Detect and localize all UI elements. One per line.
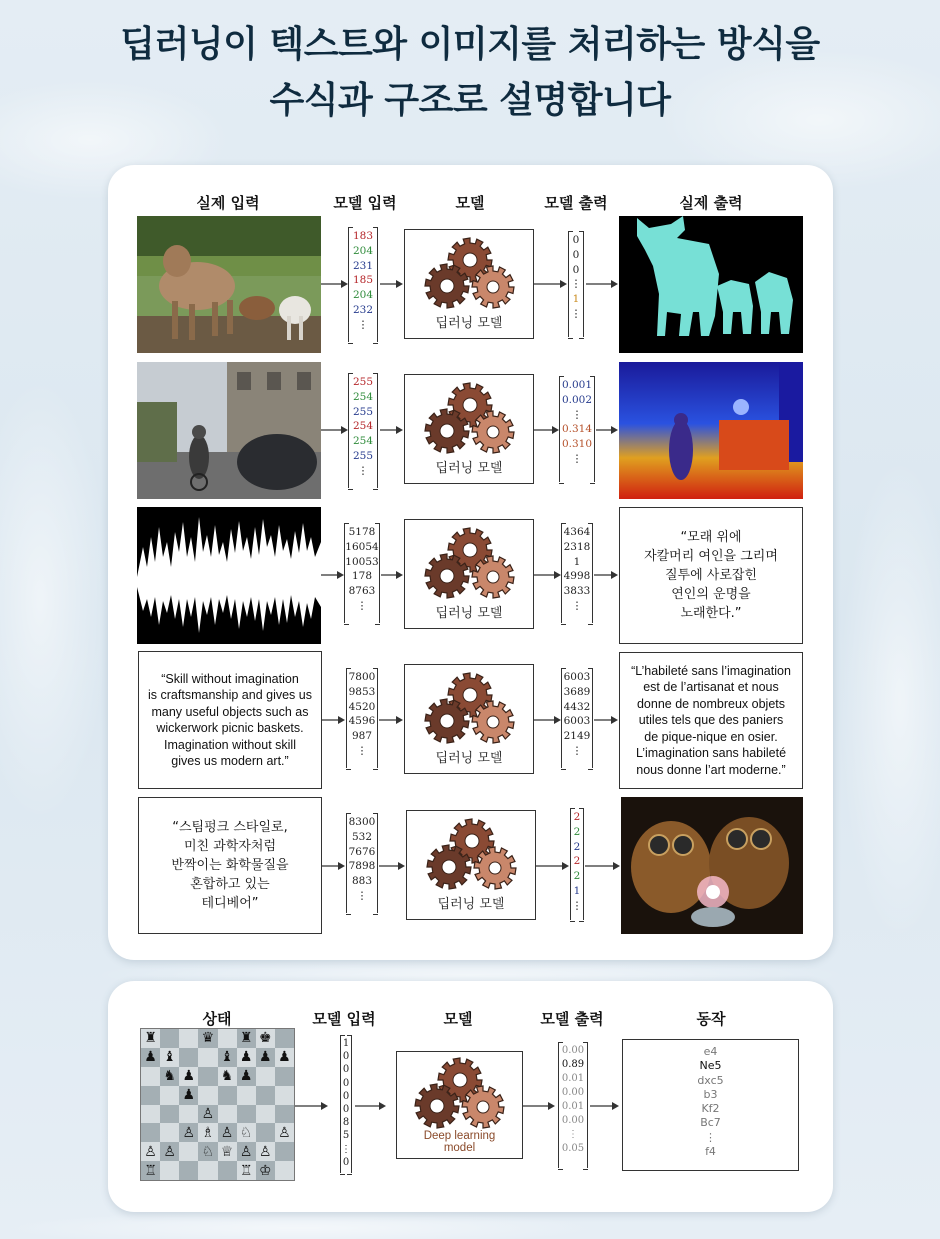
chess-square: ♙ [198,1105,217,1124]
arrow-input-to-vector-4 [322,715,346,725]
chess-square: ♟ [275,1048,294,1067]
chess-square [218,1105,237,1124]
text-line: est de l’artisanat et nous [643,680,779,695]
vector-value: 178 [351,570,373,583]
chess-square [275,1029,294,1048]
korean-prompt-input [138,797,322,934]
header-actual-output: 실제 출력 [679,194,743,212]
arrow-model-to-output-1 [534,279,568,289]
vector-value: 0.001 [561,379,593,391]
english-quote-input [138,651,322,789]
chess-square: ♝ [160,1048,179,1067]
vector-value: 254 [352,390,374,403]
vector-value: 0.01 [561,1101,585,1112]
vector-value: ⋮ [341,1143,351,1155]
vector-value: 0 [342,1156,350,1168]
vector-value: 204 [352,289,374,302]
vector-value: 4364 [563,526,591,538]
text-line: 반짝이는 화학물질을 [171,858,289,873]
vector-value: 10053 [345,555,379,568]
vector-value: 204 [352,244,374,257]
arrow-output-to-result-1 [586,279,619,289]
chess-square [141,1123,160,1142]
model-box-1 [404,229,534,339]
chess-square [198,1161,217,1180]
vector-value: 3689 [563,685,591,698]
chess-action: dxc5 [697,1073,724,1087]
chess-action: Ne5 [699,1059,722,1073]
chess-square [256,1123,275,1142]
title-line-2: 수식과 구조로 설명합니다 [269,80,671,121]
vector-value: 9853 [348,685,376,698]
vector-value: 0 [572,234,580,246]
chess-square: ♖ [237,1161,256,1180]
chess-square [198,1086,217,1105]
arrow-vector-to-model-5 [379,861,406,871]
arrow-board-to-vector [295,1101,329,1111]
chess-square: ♜ [237,1029,256,1048]
gear-hole [489,862,501,874]
chess-action: f4 [705,1145,716,1159]
vector-value: ⋮ [570,278,582,291]
chess-square: ♜ [141,1029,160,1048]
vector-value: 2 [573,870,581,883]
chess-square [141,1105,160,1124]
vector-value: ⋮ [357,318,369,331]
text-line: 연인의 운명을 [671,587,751,602]
chess-square: ♙ [218,1123,237,1142]
chess-square [198,1067,217,1086]
model-box-5 [406,810,536,920]
chess-actions-list [622,1039,799,1171]
chess-square: ♟ [179,1086,198,1105]
text-line: 질투에 사로잡힌 [664,568,758,583]
vector-value: 6003 [563,715,591,728]
arrow-model-to-output-5 [536,861,570,871]
chess-square: ♕ [218,1142,237,1161]
text-line: utiles tels que des paniers [638,713,784,728]
chess-square [275,1161,294,1180]
vector-value: 0.05 [561,1143,585,1154]
vector-value: 0.002 [561,393,593,406]
vector-value: ⋮ [571,599,583,612]
model-output-vector-1 [568,231,584,337]
chess-model-label [397,1130,522,1154]
text-line: “스팀펑크 스타일로, [172,820,288,835]
vector-value: 4520 [348,700,376,713]
gear-hole [477,1101,489,1113]
chess-square [179,1029,198,1048]
text-line: wickerwork picnic baskets. [156,721,304,735]
vector-value: 5 [342,1130,350,1142]
text-line: 테디베어” [201,896,259,911]
vector-value: ⋮ [356,744,368,757]
text-line: is craftsmanship and gives us [148,688,312,702]
arrow-model-to-output-4 [534,715,562,725]
arrow-chess-model-to-output [523,1101,556,1111]
korean-lyric-text [644,528,778,623]
vector-value: 8300 [348,816,376,828]
vector-value: 2 [573,825,581,838]
header-model-output-2: 모델 출력 [540,1010,604,1028]
header-model-input: 모델 입력 [333,194,397,212]
text-line: 혼합하고 있는 [190,877,270,892]
chess-square [141,1067,160,1086]
gear-hole [463,253,477,267]
model-output-vector-2 [559,376,595,482]
model-label: 딥러닝 모델 [437,897,505,912]
arrow-vector-to-model-4 [379,715,404,725]
vector-value: 0 [342,1090,350,1102]
vector-value: 883 [351,875,373,888]
chess-square: ♙ [179,1123,198,1142]
chess-square [256,1086,275,1105]
vector-value: 0 [342,1064,350,1076]
gear-hole [440,569,454,583]
text-line: 미친 과학자처럼 [183,839,277,854]
chess-square [275,1105,294,1124]
chess-square [160,1123,179,1142]
depth-map-output [619,362,803,499]
text-line: L’imagination sans habileté [635,746,787,761]
gear-hole [440,424,454,438]
chess-square: ♟ [256,1048,275,1067]
chess-square: ♛ [198,1029,217,1048]
chess-square: ♔ [256,1161,275,1180]
vector-value: ⋮ [571,744,583,757]
header-state: 상태 [202,1010,232,1028]
arrow-model-to-output-3 [534,570,562,580]
chess-square [275,1142,294,1161]
gears-icon [420,669,520,749]
gear-hole [440,279,454,293]
chess-square [141,1086,160,1105]
segmentation-mask-output [619,216,803,353]
vector-value: 16054 [345,540,379,553]
header-actual-input: 실제 입력 [196,194,260,212]
model-input-vector-2 [348,373,378,488]
arrow-output-to-actions [590,1101,620,1111]
vector-value: 3833 [563,585,591,598]
text-line: Imagination without skill [163,737,296,752]
arrow-vector-to-model-2 [380,425,404,435]
vector-value: 2 [573,840,581,853]
vector-value: 1 [573,555,581,568]
vector-value: 0 [342,1051,350,1063]
vector-value: 987 [351,730,373,743]
arrow-output-to-result-4 [594,715,619,725]
vector-value: ⋮ [568,1129,578,1140]
model-label: 딥러닝 모델 [435,316,503,331]
model-label: 딥러닝 모델 [435,606,503,621]
vector-value: 255 [352,405,374,418]
chess-square [218,1161,237,1180]
gears-icon [410,1054,510,1134]
cows-photo [137,216,321,353]
chess-square [179,1105,198,1124]
vector-value: 0.314 [561,423,593,436]
korean-lyric-output [619,507,803,644]
text-line: donne de nombreux objets [636,696,785,711]
model-box-2 [404,374,534,484]
vector-value: 532 [351,830,373,843]
chess-square: ♟ [237,1048,256,1067]
chess-action: b3 [703,1087,718,1101]
gears-icon [420,524,520,604]
vector-value: 254 [352,435,374,448]
french-translation-output [619,652,803,789]
chess-square [160,1086,179,1105]
chess-square [237,1086,256,1105]
arrow-input-to-vector-3 [321,570,345,580]
vector-value: 4596 [348,715,376,728]
arrow-vector-to-model-3 [381,570,404,580]
gears-icon [420,379,520,459]
arrow-vector-to-chess-model [355,1101,387,1111]
model-input-vector-1 [348,227,378,342]
chess-square: ♙ [160,1142,179,1161]
gear-hole [487,281,499,293]
street-cyclist-photo [137,362,321,499]
vector-value: ⋮ [571,899,583,912]
gear-hole [463,398,477,412]
vector-value: 7898 [348,860,376,873]
chess-board [140,1028,295,1181]
vector-value: 0 [572,263,580,276]
chess-square [256,1105,275,1124]
header-model-output: 모델 출력 [544,194,608,212]
vector-value: 8 [342,1117,350,1129]
vector-value: 0.01 [561,1073,585,1084]
chess-model-label-line2: model [443,1142,476,1154]
text-line: 자칼머리 여인을 그리며 [644,549,778,564]
chess-square [179,1048,198,1067]
vector-value: 8763 [348,585,376,598]
text-line: de pique-nique en osier. [644,729,778,744]
chess-action: ⋮ [705,1130,716,1144]
model-output-vector-4 [561,668,593,768]
text-line: 노래한다.” [680,606,742,621]
vector-value: 2318 [563,540,591,553]
arrow-model-to-output-2 [534,425,560,435]
chess-square [218,1086,237,1105]
vector-value: 4432 [563,700,591,713]
chess-square: ♙ [237,1142,256,1161]
gear-hole [487,571,499,583]
chess-model-input-vector [340,1035,352,1173]
gear-hole [465,834,479,848]
vector-value: 183 [352,230,374,242]
korean-prompt-text [171,818,288,913]
steampunk-teddy-output [621,797,803,934]
vector-value: 231 [352,259,374,272]
chess-square: ♘ [237,1123,256,1142]
model-box-3 [404,519,534,629]
model-input-vector-3 [344,523,380,623]
chess-square: ♙ [256,1142,275,1161]
vector-value: ⋮ [570,307,582,320]
text-line: “Skill without imagination [161,671,299,686]
text-line: many useful objects such as [151,704,309,719]
vector-value: 1 [342,1038,350,1049]
vector-value: ⋮ [356,599,368,612]
chess-square: ♖ [141,1161,160,1180]
model-label: 딥러닝 모델 [435,751,503,766]
arrow-input-to-vector-1 [321,279,349,289]
arrow-output-to-result-2 [596,425,619,435]
vector-value: 255 [352,376,374,388]
chess-square: ♙ [141,1142,160,1161]
model-input-vector-5 [346,813,378,913]
chess-action: Kf2 [701,1102,720,1116]
chess-square: ♟ [237,1067,256,1086]
chess-square [218,1029,237,1048]
vector-value: 0.00 [561,1087,585,1098]
chess-square: ♚ [256,1029,275,1048]
chess-square [256,1067,275,1086]
model-output-vector-3 [561,523,593,623]
vector-value: 0.00 [561,1045,585,1056]
vector-value: 185 [352,274,374,287]
vector-value: 255 [352,449,374,462]
english-quote-text [148,671,312,770]
title-line-1: 딥러닝이 텍스트와 이미지를 처리하는 방식을 [120,24,820,65]
vector-value: 0.00 [561,1115,585,1126]
chess-square: ♗ [198,1123,217,1142]
gear-hole [487,426,499,438]
vector-value: 7676 [348,845,376,858]
gear-hole [487,716,499,728]
gear-hole [440,714,454,728]
header-model: 모델 [455,194,485,212]
vector-value: ⋮ [356,889,368,902]
chess-square [160,1029,179,1048]
model-input-vector-4 [346,668,378,768]
gear-hole [453,1073,467,1087]
text-line: gives us modern art.” [171,754,289,768]
vector-value: 254 [352,420,374,433]
chess-action: e4 [703,1045,718,1058]
chess-square [275,1086,294,1105]
chess-square [198,1048,217,1067]
chess-square [237,1105,256,1124]
chess-action: Bc7 [700,1116,721,1130]
audio-waveform-image [137,507,321,644]
vector-value: 0.310 [561,438,593,451]
vector-value: 5178 [348,526,376,538]
chess-square [160,1161,179,1180]
chess-square: ♘ [198,1142,217,1161]
header-model-input-2: 모델 입력 [312,1010,376,1028]
french-translation-text [631,663,791,779]
gear-hole [463,543,477,557]
vector-value: ⋮ [357,464,369,477]
model-box-4 [404,664,534,774]
vector-value: 0 [342,1077,350,1089]
gear-hole [463,688,477,702]
header-model-2: 모델 [443,1010,473,1028]
gear-hole [430,1099,444,1113]
chess-square: ♟ [141,1048,160,1067]
gears-icon [422,815,522,895]
vector-value: 0 [342,1104,350,1116]
vector-value: 2149 [563,730,591,743]
chess-square: ♞ [218,1067,237,1086]
arrow-vector-to-model-1 [380,279,404,289]
vector-value: 2 [573,855,581,868]
chess-model-label-line1: Deep learning [423,1130,496,1142]
vector-value: 4998 [563,570,591,583]
arrow-output-to-result-3 [594,570,619,580]
vector-value: ⋮ [571,452,583,465]
chess-square [275,1067,294,1086]
chess-model-output-vector [558,1042,588,1168]
vector-value: 0.89 [561,1059,585,1070]
vector-value: 1 [572,293,580,306]
chess-square: ♟ [179,1067,198,1086]
vector-value: 2 [573,811,581,823]
vector-value: 6003 [563,671,591,683]
model-label: 딥러닝 모델 [435,461,503,476]
gears-icon [420,234,520,314]
chess-square [160,1105,179,1124]
chess-square [179,1142,198,1161]
gear-hole [442,860,456,874]
chess-model-box [396,1051,523,1159]
vector-value: 7800 [348,671,376,683]
text-line: “L’habileté sans l’imagination [631,663,791,678]
vector-value: 0 [572,248,580,261]
arrow-output-to-result-5 [585,861,621,871]
model-output-vector-5 [570,808,584,920]
vector-value: 1 [573,884,581,897]
vector-value: ⋮ [571,408,583,421]
header-action: 동작 [696,1010,726,1028]
chess-square: ♞ [160,1067,179,1086]
arrow-input-to-vector-2 [321,425,349,435]
text-line: “모래 위에 [680,530,742,545]
chess-square [179,1161,198,1180]
text-line: nous donne l’art moderne.” [636,762,786,777]
vector-value: 232 [352,303,374,316]
chess-square: ♝ [218,1048,237,1067]
chess-square: ♙ [275,1123,294,1142]
arrow-input-to-vector-5 [322,861,346,871]
